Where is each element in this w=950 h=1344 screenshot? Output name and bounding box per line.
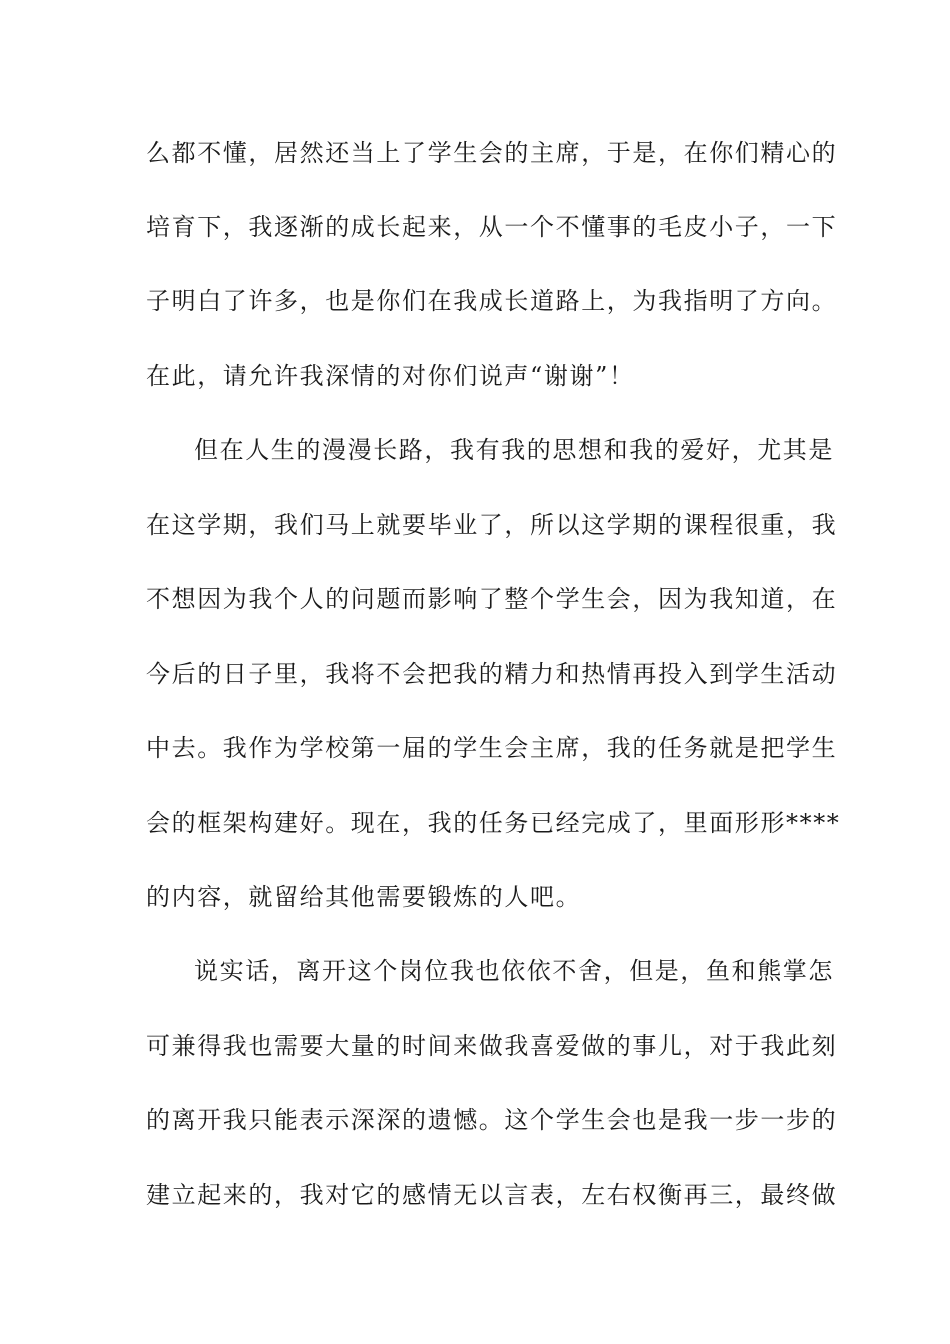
paragraph-first-line: 但在人生的漫漫长路，我有我的思想和我的爱好，尤其是 — [194, 436, 834, 464]
text-line: 的内容，就留给其他需要锻炼的人吧。 — [146, 883, 582, 911]
text-line: 会的框架构建好。现在，我的任务已经完成了，里面形形**** — [146, 809, 841, 837]
text-line: 的离开我只能表示深深的遗憾。这个学生会也是我一步一步的 — [146, 1106, 838, 1134]
text-line: 么都不懂，居然还当上了学生会的主席，于是，在你们精心的 — [146, 139, 838, 167]
text-line: 在此，请允许我深情的对你们说声“谢谢”！ — [146, 362, 635, 390]
text-line: 在这学期，我们马上就要毕业了，所以这学期的课程很重，我 — [146, 511, 838, 539]
paragraph-first-line: 说实话，离开这个岗位我也依依不舍，但是，鱼和熊掌怎 — [194, 957, 834, 985]
text-line: 不想因为我个人的问题而影响了整个学生会，因为我知道，在 — [146, 585, 838, 613]
text-line: 可兼得我也需要大量的时间来做我喜爱做的事儿，对于我此刻 — [146, 1032, 838, 1060]
text-line: 今后的日子里，我将不会把我的精力和热情再投入到学生活动 — [146, 660, 838, 688]
text-line: 中去。我作为学校第一届的学生会主席，我的任务就是把学生 — [146, 734, 838, 762]
text-line: 培育下，我逐渐的成长起来，从一个不懂事的毛皮小子，一下 — [146, 213, 838, 241]
text-line: 建立起来的，我对它的感情无以言表，左右权衡再三，最终做 — [146, 1181, 838, 1209]
text-line: 子明白了许多，也是你们在我成长道路上，为我指明了方向。 — [146, 287, 838, 315]
